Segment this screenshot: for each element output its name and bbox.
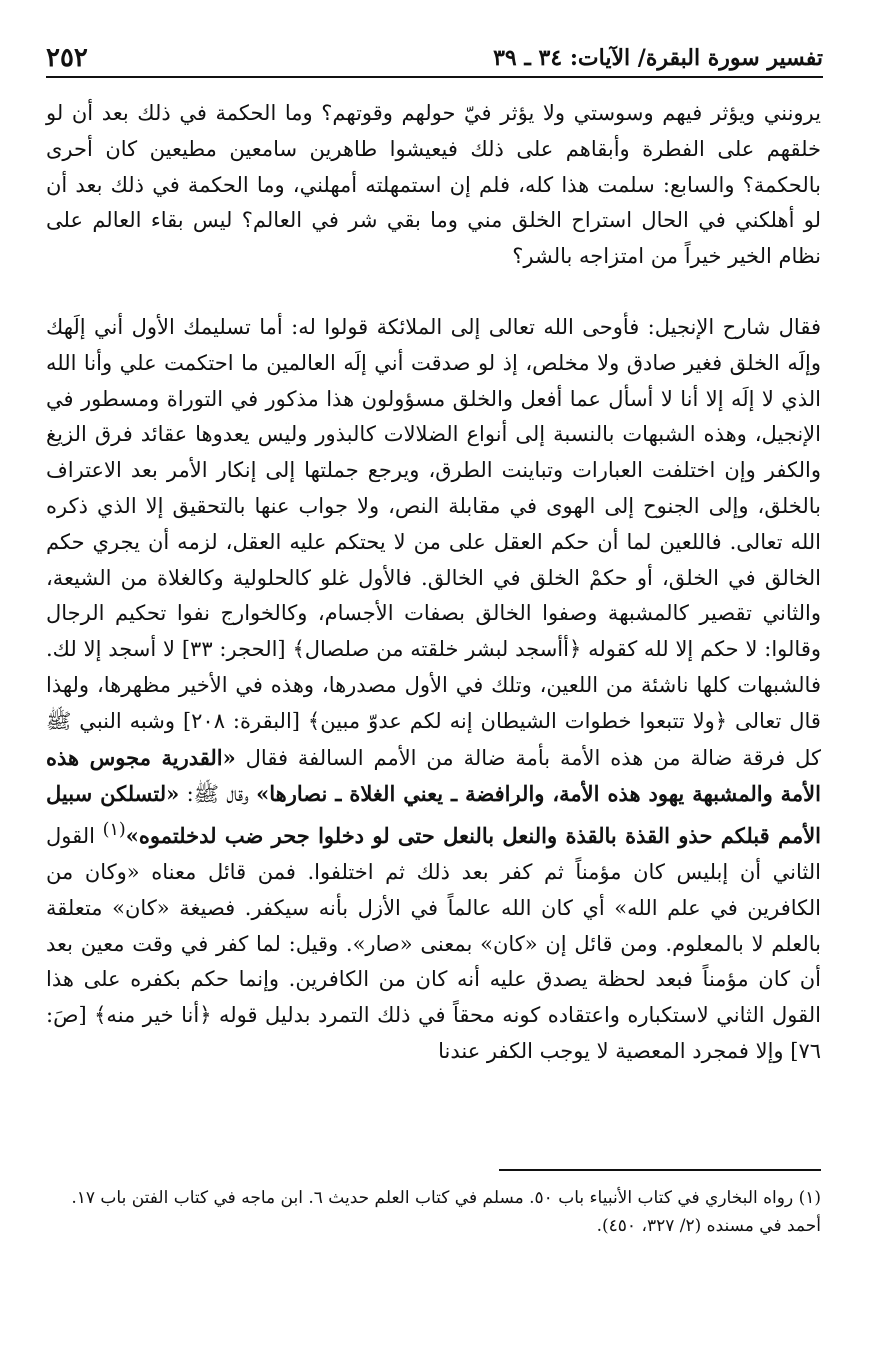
paragraph-2 — [46, 310, 821, 1070]
footnote-divider — [499, 1169, 821, 1171]
footnote-1: (١) رواه البخاري في كتاب الأنبياء باب ٥٠. مسلم في كتاب العلم حديث ٦. ابن ماجه في كتاب الفتن باب ١٧. أحمد في مسنده (٢/ ٣٢٧، ٤٥٠). — [71, 1188, 821, 1236]
paragraph-2-part-a: فقال شارح الإنجيل: فأوحى الله تعالى إلى الملائكة قولوا له: أما تسليمك الأول أني إلَهك وإلَه الخلق فغير صادق ولا مخلص، إذ لو صدقت أني إلَه العالمين ما احتكمت علي وأنا الله الذي لا إلَه إلا أنا لا أسأل عما أفعل والخلق مسؤولون هذا مذكور في التوراة ومسطور في الإنجيل، وهذه الشبهات بالنسبة إلى أنواع الضلالات كالبذور وليس يعدوها عقائد فرق الزيغ والكفر وإن اختلفت العبارات وتباينت الطرق، ويرجع جملتها إلى إنكار الأمر بعد الاعتراف بالخلق، وإلى الجنوح إلى الهوى في مقابلة النص، ولا جواب عنها بالتحقيق إلا الذي ذكره الله تعالى. فاللعين لما أن حكم العقل على من لا يحتكم عليه العقل، لزمه أن يجري حكم الخالق في الخلق، أو حكمْ الخلق في الخالق. فالأول غلو كالحلولية وكالغلاة من الشيعة، والثاني تقصير كالمشبهة وصفوا الخالق بصفات الأجسام، وكالخوارج نفوا تحكيم الرجال وقالوا: لا حكم إلا لله كقوله ﴿أأسجد لبشر خلقته من صلصال﴾ [الحجر: ٣٣] لا أسجد إلا لك. فالشبهات كلها ناشئة من اللعين، وتلك في الأول مصدرها، وهذه في الأخير مظهرها، ولهذا قال تعالى ﴿ولا تتبعوا خطوات الشيطان إنه لكم عدوّ مبين﴾ [البقرة: ٢٠٨] وشبه النبي ﷺ كل فرقة ضالة من هذه الأمة بأمة ضالة من الأمم السالفة فقال — [46, 314, 821, 770]
paragraph-2-part-c: القول الثاني أن إبليس كان مؤمناً ثم كفر بعد ذلك ثم اختلفوا. فمن قائل معناه «وكان من الكافرين في علم الله» أي كان الله عالماً في الأزل بأنه سيكفر. فصيغة «كان» متعلقة بالعلم لا بالمعلوم. ومن قائل إن «كان» بمعنى «صار». وقيل: لما كفر في وقت معين بعد أن كان مؤمناً فبعد لحظة يصدق عليه أنه كان من الكافرين. وإنما حكم بكفره على هذا القول الثاني لاستكباره واعتقاده كونه محقاً في ذلك التمرد بدليل قوله ﴿أنا خير منه﴾ [صَ: ٧٦] وإلا فمجرد المعصية لا يوجب الكفر عندنا — [46, 824, 821, 1063]
hadith-quote-2: «لتسلكن سبيل الأمم قبلكم حذو القذة بالقذة والنعل بالنعل حتى لو دخلوا جحر ضب لدخلتموه» — [46, 781, 822, 849]
page-number: ٢٥٢ — [46, 43, 88, 73]
paragraph-2-part-b: وقال ﷺ: — [179, 782, 257, 807]
paragraph-1: يرونني ويؤثر فيهم وسوستي ولا يؤثر فيّ حولهم وقوتهم؟ وما الحكمة في ذلك بعد أن لو خلقهم على الفطرة وأبقاهم على ذلك فيعيشوا طاهرين سامعين مطيعين كان أحرى بالحكمة؟ والسابع: سلمت هذا كله، فلم إن استمهلته أمهلني، وما الحكمة في ذلك بعد أن لو أهلكني في الحال استراح الخلق مني وما بقي شر في العالم؟ ليس بقاء العالم على نظام الخير خيراً من امتزاجه بالشر؟ — [46, 101, 821, 269]
main-text — [46, 96, 821, 1070]
footnotes — [46, 1184, 821, 1240]
running-title: تفسير سورة البقرة/ الآيات: ٣٤ ـ ٣٩ — [493, 45, 823, 71]
hadith-quote-1: «القدرية مجوس هذه الأمة والمشبهة يهود هذه الأمة، والرافضة ـ يعني الغلاة ـ نصارها» — [46, 744, 821, 807]
page-header — [46, 40, 823, 78]
footnote-ref-1[interactable]: (١) — [102, 820, 126, 841]
